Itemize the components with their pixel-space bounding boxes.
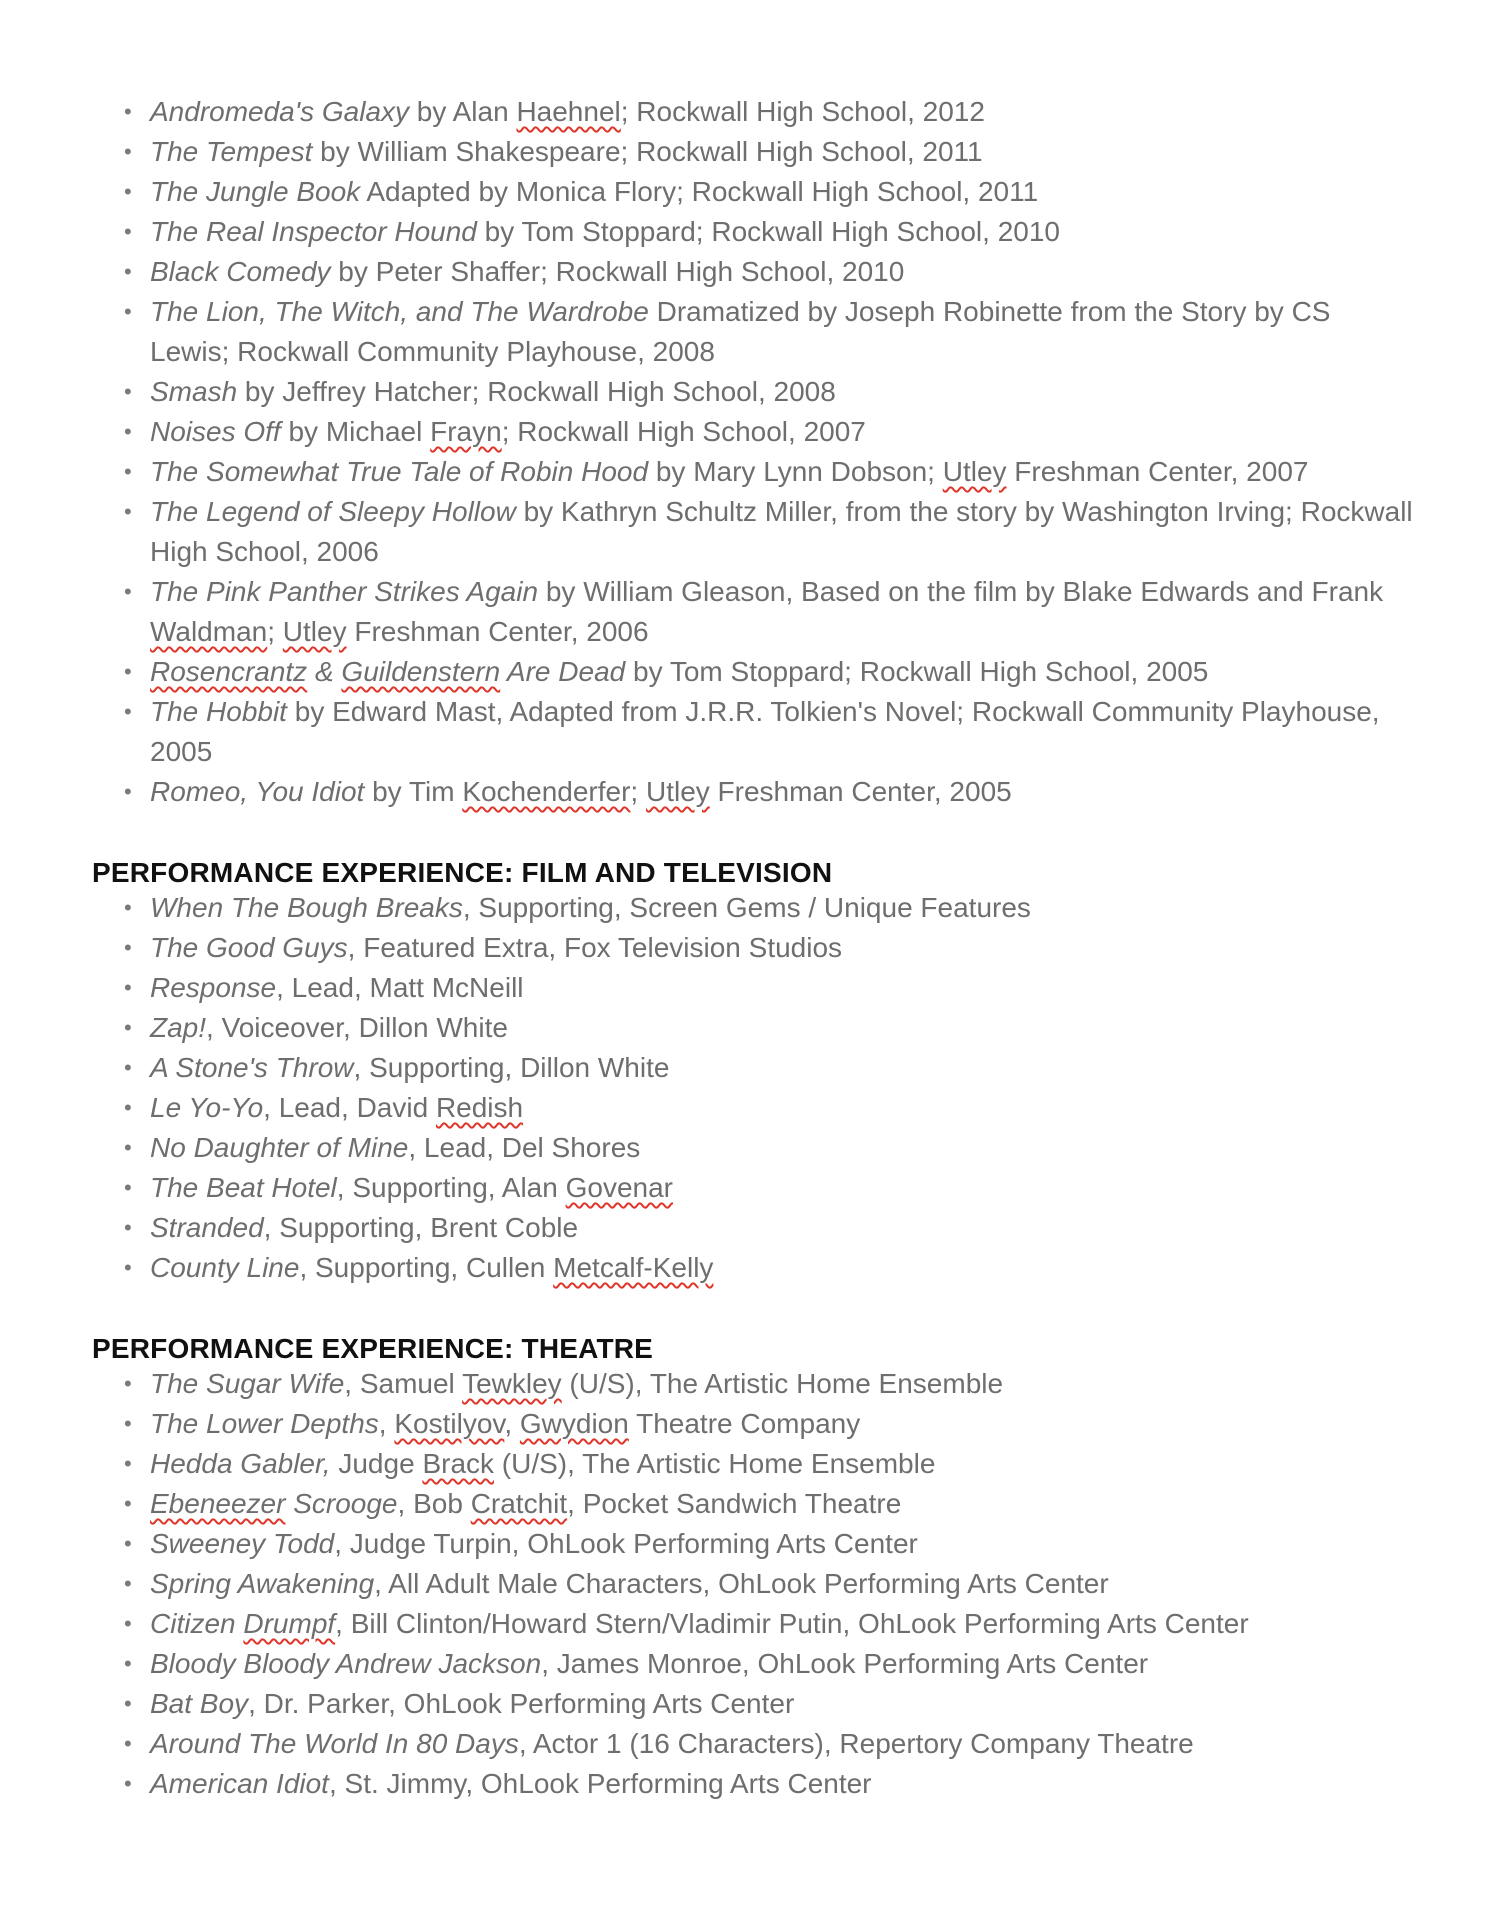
theatre-credits-list (0, 1364, 1494, 1804)
list-item: • Spring Awakening, All Adult Male Characters, OhLook Performing Arts Center (0, 1564, 1494, 1604)
list-item: • American Idiot, St. Jimmy, OhLook Performing Arts Center (0, 1764, 1494, 1804)
list-item: • County Line, Supporting, Cullen Metcalf-Kelly (0, 1248, 1494, 1288)
list-item: • Response, Lead, Matt McNeill (0, 968, 1494, 1008)
list-item: • Black Comedy by Peter Shaffer; Rockwall High School, 2010 (0, 252, 1494, 292)
list-item: • The Hobbit by Edward Mast, Adapted from J.R.R. Tolkien's Novel; Rockwall Community Playhouse, 2005 (0, 692, 1494, 772)
list-item: • The Jungle Book Adapted by Monica Flory; Rockwall High School, 2011 (0, 172, 1494, 212)
list-item: • Bat Boy, Dr. Parker, OhLook Performing Arts Center (0, 1684, 1494, 1724)
list-item: • The Tempest by William Shakespeare; Rockwall High School, 2011 (0, 132, 1494, 172)
list-item: • The Lion, The Witch, and The Wardrobe Dramatized by Joseph Robinette from the Story by CS Lewis; Rockwall Community Playhouse, 2008 (0, 292, 1494, 372)
list-item: • The Good Guys, Featured Extra, Fox Television Studios (0, 928, 1494, 968)
list-item: • The Somewhat True Tale of Robin Hood by Mary Lynn Dobson; Utley Freshman Center, 2007 (0, 452, 1494, 492)
list-item: • Citizen Drumpf, Bill Clinton/Howard Stern/Vladimir Putin, OhLook Performing Arts Center (0, 1604, 1494, 1644)
list-item: • Stranded, Supporting, Brent Coble (0, 1208, 1494, 1248)
list-item: • Ebeneezer Scrooge, Bob Cratchit, Pocket Sandwich Theatre (0, 1484, 1494, 1524)
film-credits-list (0, 888, 1494, 1288)
list-item: • Sweeney Todd, Judge Turpin, OhLook Performing Arts Center (0, 1524, 1494, 1564)
list-item: • The Sugar Wife, Samuel Tewkley (U/S), The Artistic Home Ensemble (0, 1364, 1494, 1404)
list-item: • Romeo, You Idiot by Tim Kochenderfer; Utley Freshman Center, 2005 (0, 772, 1494, 812)
film-section-heading: PERFORMANCE EXPERIENCE: FILM AND TELEVISION (92, 857, 833, 888)
list-item: • When The Bough Breaks, Supporting, Screen Gems / Unique Features (0, 888, 1494, 928)
list-item: • Smash by Jeffrey Hatcher; Rockwall High School, 2008 (0, 372, 1494, 412)
list-item: • Bloody Bloody Andrew Jackson, James Monroe, OhLook Performing Arts Center (0, 1644, 1494, 1684)
list-item: • Hedda Gabler, Judge Brack (U/S), The Artistic Home Ensemble (0, 1444, 1494, 1484)
list-item: • Andromeda's Galaxy by Alan Haehnel; Rockwall High School, 2012 (0, 92, 1494, 132)
list-item: • The Real Inspector Hound by Tom Stoppard; Rockwall High School, 2010 (0, 212, 1494, 252)
list-item: • The Legend of Sleepy Hollow by Kathryn Schultz Miller, from the story by Washington Irving; Rockwall High School, 2006 (0, 492, 1494, 572)
list-item: • Noises Off by Michael Frayn; Rockwall High School, 2007 (0, 412, 1494, 452)
list-item: • The Lower Depths, Kostilyov, Gwydion Theatre Company (0, 1404, 1494, 1444)
list-item: • The Beat Hotel, Supporting, Alan Govenar (0, 1168, 1494, 1208)
list-item: • Zap!, Voiceover, Dillon White (0, 1008, 1494, 1048)
list-item: • A Stone's Throw, Supporting, Dillon White (0, 1048, 1494, 1088)
list-item: • Rosencrantz & Guildenstern Are Dead by Tom Stoppard; Rockwall High School, 2005 (0, 652, 1494, 692)
list-item: • No Daughter of Mine, Lead, Del Shores (0, 1128, 1494, 1168)
list-item: • The Pink Panther Strikes Again by William Gleason, Based on the film by Blake Edwards and Frank Waldman; Utley Freshman Center, 2006 (0, 572, 1494, 652)
list-item: • Around The World In 80 Days, Actor 1 (16 Characters), Repertory Company Theatre (0, 1724, 1494, 1764)
school-productions-list (0, 92, 1494, 812)
theatre-section-heading: PERFORMANCE EXPERIENCE: THEATRE (92, 1333, 654, 1364)
list-item: • Le Yo-Yo, Lead, David Redish (0, 1088, 1494, 1128)
